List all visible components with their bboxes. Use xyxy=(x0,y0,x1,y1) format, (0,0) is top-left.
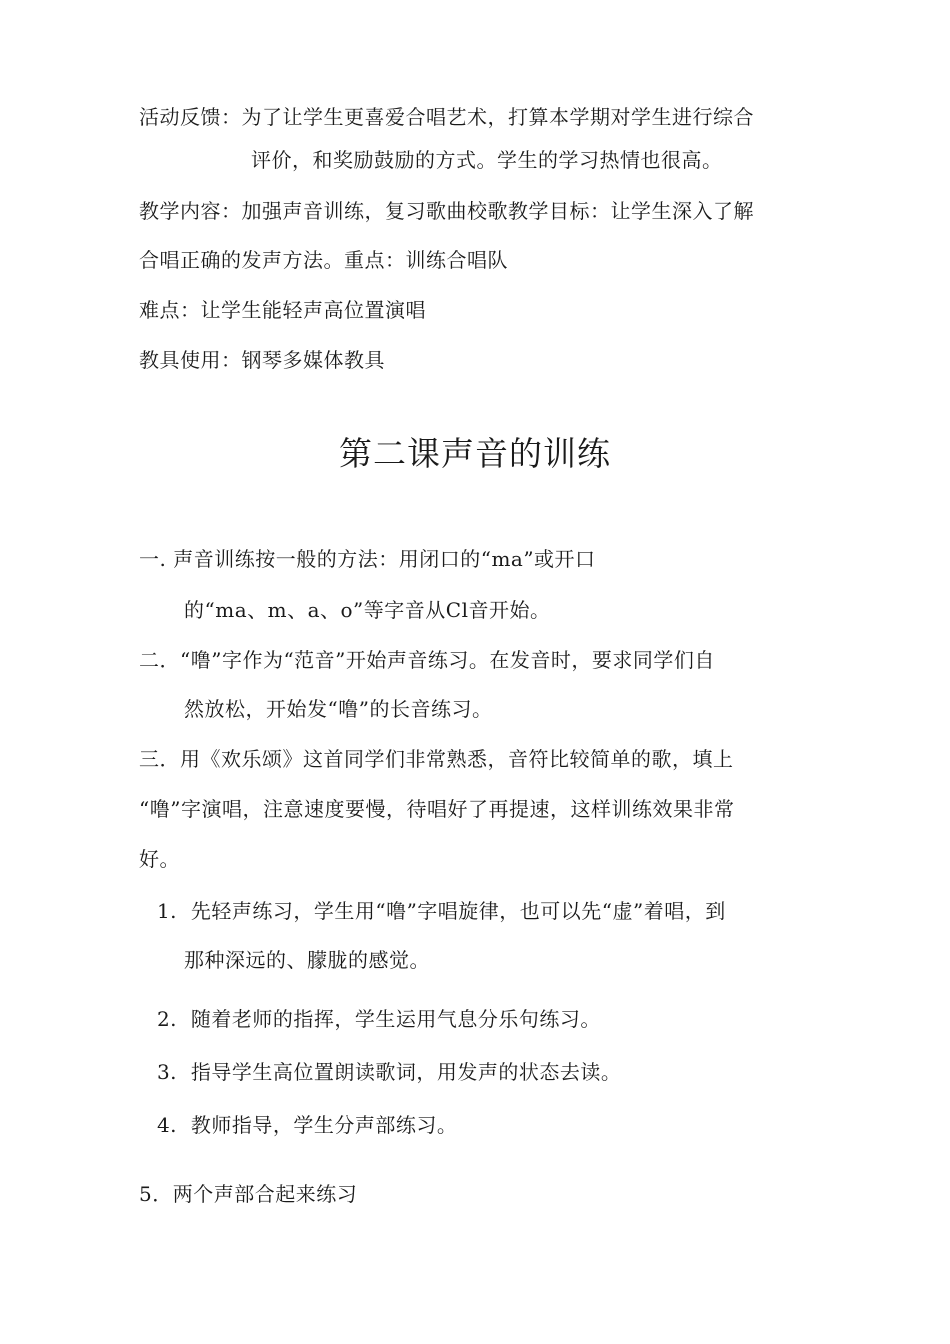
section-1-line-2: 的“ma、m、a、o”等字音从Cl音开始。 xyxy=(184,598,551,622)
list-item-number: 3. xyxy=(156,1060,178,1084)
section-3-line-2: “噜”字演唱，注意速度要慢，待唱好了再提速，这样训练效果非常 xyxy=(139,797,735,821)
list-item-5: 5．两个声部合起来练习 xyxy=(139,1182,358,1206)
list-item-number: 2. xyxy=(156,1007,178,1031)
list-item-text: 教师指导，学生分声部练习。 xyxy=(190,1113,458,1137)
list-item-4 xyxy=(150,1112,457,1138)
section-3-line-1: 三．用《欢乐颂》这首同学们非常熟悉，音符比较简单的歌，填上 xyxy=(139,747,734,771)
list-item-text: 指导学生高位置朗读歌词，用发声的状态去读。 xyxy=(190,1060,622,1084)
list-item-3 xyxy=(150,1059,621,1085)
section-3-line-3: 好。 xyxy=(139,847,180,871)
section-2-line-2: 然放松，开始发“噜”的长音练习。 xyxy=(184,697,493,721)
list-item-1-continuation: 那种深远的、朦胧的感觉。 xyxy=(184,948,430,972)
list-item-number: 4. xyxy=(156,1113,178,1137)
content-line-1: 教学内容：加强声音训练，复习歌曲校歌教学目标：让学生深入了解 xyxy=(139,199,754,223)
section-1-line-1: 一. 声音训练按一般的方法：用闭口的“ma”或开口 xyxy=(139,547,596,571)
difficulty-line: 难点：让学生能轻声高位置演唱 xyxy=(139,298,426,322)
lesson-title: 第二课声音的训练 xyxy=(339,434,611,473)
list-item-text: 随着老师的指挥，学生运用气息分乐句练习。 xyxy=(190,1007,601,1031)
feedback-line-2: 评价，和奖励鼓励的方式。学生的学习热情也很高。 xyxy=(251,148,723,172)
content-line-2: 合唱正确的发声方法。重点：训练合唱队 xyxy=(139,248,508,272)
list-item-1 xyxy=(150,898,726,924)
teaching-aids-line: 教具使用：钢琴多媒体教具 xyxy=(139,348,385,372)
list-item-number: 1. xyxy=(156,899,178,923)
list-item-2 xyxy=(150,1006,601,1032)
feedback-line-1: 活动反馈：为了让学生更喜爱合唱艺术，打算本学期对学生进行综合 xyxy=(139,105,754,129)
section-2-line-1: 二．“噜”字作为“范音”开始声音练习。在发音时，要求同学们自 xyxy=(139,648,715,672)
list-item-text: 先轻声练习，学生用“噜”字唱旋律，也可以先“虚”着唱，到 xyxy=(190,899,726,923)
